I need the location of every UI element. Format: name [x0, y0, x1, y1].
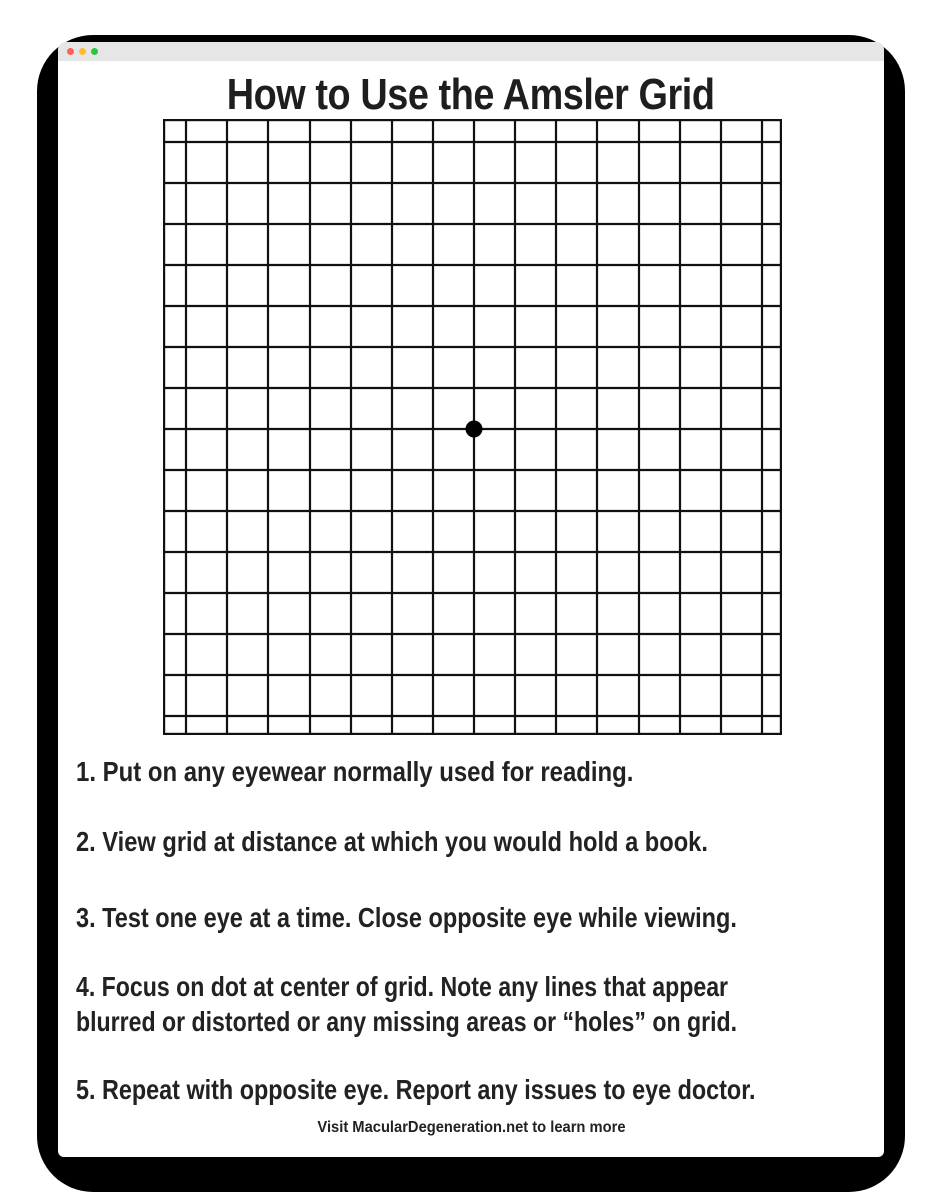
minimize-window-button[interactable] — [79, 48, 86, 55]
amsler-grid — [163, 119, 782, 735]
instruction-step-4-line-1: 4. Focus on dot at center of grid. Note any lines that appear — [76, 971, 729, 1002]
browser-window — [58, 42, 884, 1157]
amsler-grid-lines — [163, 119, 782, 735]
maximize-window-button[interactable] — [91, 48, 98, 55]
instruction-step-4 — [76, 969, 737, 1039]
instruction-step-5-text: 5. Repeat with opposite eye. Report any issues to eye doctor. — [76, 1074, 756, 1105]
page-title-text: How to Use the Amsler Grid — [227, 70, 715, 119]
instruction-step-3-text: 3. Test one eye at a time. Close opposite eye while viewing. — [76, 902, 737, 933]
window-titlebar — [58, 42, 884, 61]
footer-link-text[interactable]: Visit MacularDegeneration.net to learn more — [316, 1119, 626, 1136]
instruction-step-2-text: 2. View grid at distance at which you would hold a book. — [76, 826, 708, 857]
page-title — [58, 70, 884, 120]
instruction-step-1-text: 1. Put on any eyewear normally used for reading. — [76, 756, 634, 787]
instruction-step-3 — [76, 900, 737, 935]
center-fixation-dot — [466, 421, 483, 438]
close-window-button[interactable] — [67, 48, 74, 55]
instruction-step-4-line-2: blurred or distorted or any missing areas or “holes” on grid. — [76, 1006, 738, 1037]
instruction-step-1 — [76, 754, 633, 789]
footer-note — [58, 1118, 884, 1138]
instruction-step-2 — [76, 824, 708, 859]
instruction-step-5 — [76, 1072, 756, 1107]
